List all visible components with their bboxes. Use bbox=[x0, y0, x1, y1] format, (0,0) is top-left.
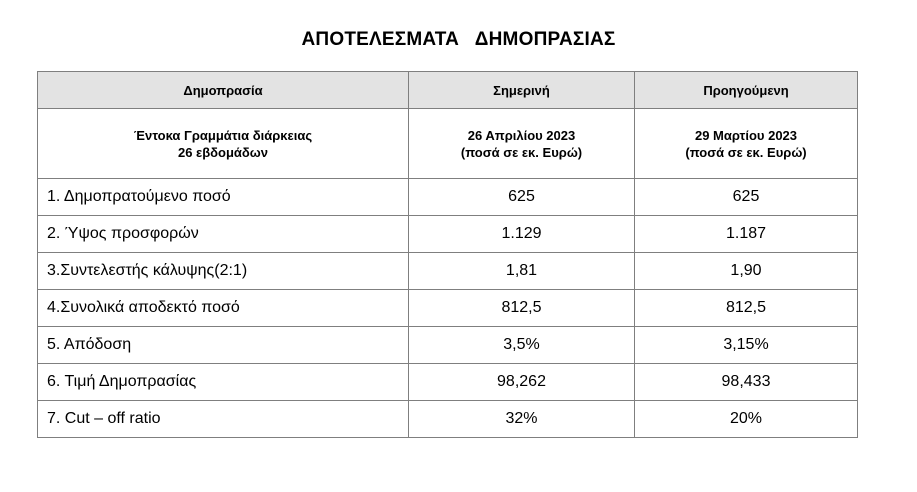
current-value: 812,5 bbox=[409, 290, 635, 327]
row-label: 2. Ύψος προσφορών bbox=[38, 216, 409, 253]
auction-results-table bbox=[37, 71, 858, 438]
previous-unit: (ποσά σε εκ. Ευρώ) bbox=[685, 144, 807, 160]
table-subheader-row bbox=[38, 109, 858, 179]
current-value: 3,5% bbox=[409, 327, 635, 364]
current-value: 1,81 bbox=[409, 253, 635, 290]
current-value: 1.129 bbox=[409, 216, 635, 253]
instrument-line-2: 26 εβδομάδων bbox=[177, 144, 269, 160]
current-value: 625 bbox=[409, 179, 635, 216]
table-row bbox=[38, 290, 858, 327]
table-row bbox=[38, 327, 858, 364]
row-label: 7. Cut – off ratio bbox=[38, 401, 409, 438]
previous-value: 1,90 bbox=[635, 253, 858, 290]
row-label: 6. Τιμή Δημοπρασίας bbox=[38, 364, 409, 401]
previous-value: 20% bbox=[635, 401, 858, 438]
instrument-cell bbox=[38, 109, 409, 179]
column-header-previous: Προηγούμενη bbox=[635, 72, 858, 109]
row-label: 3.Συντελεστής κάλυψης(2:1) bbox=[38, 253, 409, 290]
previous-value: 1.187 bbox=[635, 216, 858, 253]
column-header-current: Σημερινή bbox=[409, 72, 635, 109]
current-date-cell bbox=[409, 109, 635, 179]
previous-date-cell bbox=[635, 109, 858, 179]
table-row bbox=[38, 216, 858, 253]
instrument-line-1: Έντοκα Γραμμάτια διάρκειας bbox=[133, 127, 313, 143]
table-row bbox=[38, 401, 858, 438]
page-title: ΑΠΟΤΕΛΕΣΜΑΤΑ ΔΗΜΟΠΡΑΣΙΑΣ bbox=[301, 29, 616, 50]
column-header-auction: Δημοπρασία bbox=[38, 72, 409, 109]
previous-value: 3,15% bbox=[635, 327, 858, 364]
current-unit: (ποσά σε εκ. Ευρώ) bbox=[460, 144, 583, 160]
row-label: 5. Απόδοση bbox=[38, 327, 409, 364]
previous-date: 29 Μαρτίου 2023 bbox=[694, 127, 798, 143]
table-row bbox=[38, 253, 858, 290]
previous-value: 98,433 bbox=[635, 364, 858, 401]
current-date: 26 Απριλίου 2023 bbox=[467, 127, 576, 143]
previous-value: 625 bbox=[635, 179, 858, 216]
table-row bbox=[38, 179, 858, 216]
row-label: 1. Δημοπρατούμενο ποσό bbox=[38, 179, 409, 216]
previous-value: 812,5 bbox=[635, 290, 858, 327]
row-label: 4.Συνολικά αποδεκτό ποσό bbox=[38, 290, 409, 327]
table-row bbox=[38, 364, 858, 401]
current-value: 98,262 bbox=[409, 364, 635, 401]
current-value: 32% bbox=[409, 401, 635, 438]
table-header-row bbox=[38, 72, 858, 109]
